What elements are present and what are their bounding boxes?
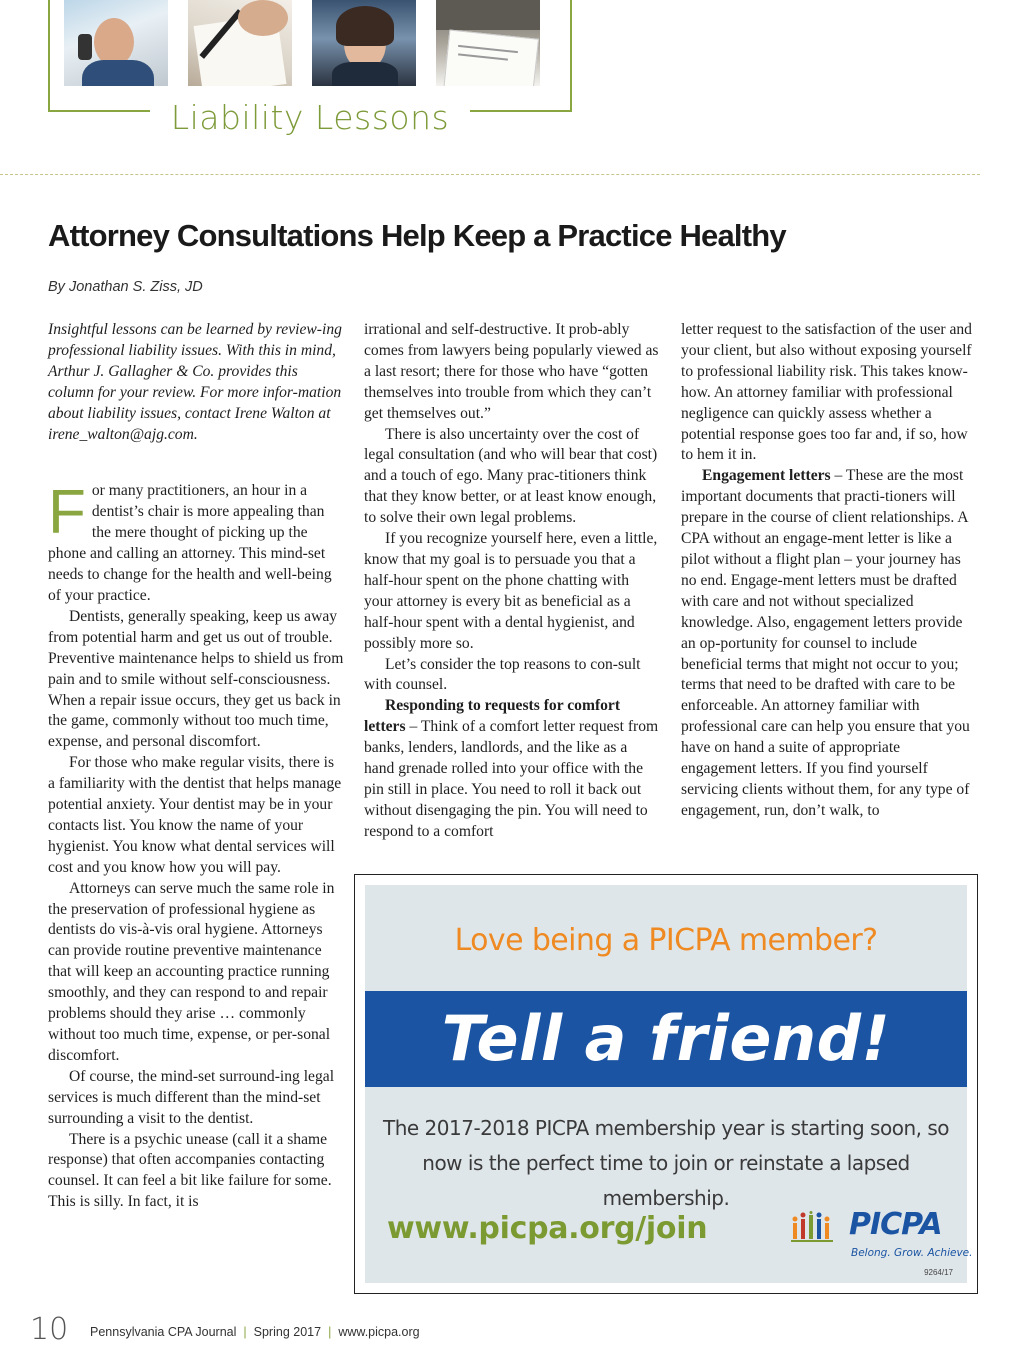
body-paragraph: There is a psychic unease (call it a shame response) that often accompanies contacting counsel. It can feel a bit like failure for some. This is silly. In fact, it is	[48, 1130, 332, 1211]
photo-signing-document	[188, 0, 292, 86]
body-paragraph-continued: irrational and self-destructive. It prob-ably comes from lawyers being popularly viewed as a last resort; there for those who have “gotten themselves into trouble from which they can’t get themselves out.”	[364, 321, 659, 422]
ad-body-line: now is the perfect time to join or reinstate a lapsed membership.	[422, 1151, 910, 1210]
engagement-letters-lead-in: Engagement letters	[702, 467, 831, 485]
ad-headline: Tell a friend!	[441, 1002, 891, 1075]
ad-headline-bar	[365, 991, 967, 1087]
article-byline: By Jonathan S. Ziss, JD	[48, 279, 203, 295]
body-paragraph: Let’s consider the top reasons to con-sult with counsel.	[364, 655, 641, 694]
article-intro: Insightful lessons can be learned by review-ing professional liability issues. With this in mind, Arthur J. Gallagher & Co. provides this column for your review. For more infor-mation about liability issues, contact Irene Walton at irene_walton@ajg.com.	[48, 321, 342, 443]
article-column-2	[364, 320, 660, 843]
ad-code: 9264/17	[924, 1268, 953, 1277]
first-paragraph-text: or many practitioners, an hour in a dentist’s chair is more appealing than the mere thought of picking up the phone and calling an attorney. This mind-set needs to change for the health and well-being of your practice.	[48, 482, 332, 604]
engagement-letters-text: – These are the most important documents that practi-tioners will prepare in the course of client relationships. A CPA without an engage-ment letter is like a pilot without a flight plan – your journey has no end. Engage-ment letters must be drafted with care and not without specialized knowledge. Also, engagement letters provide an op-portunity for counsel to include beneficial terms that might not occur to you; terms that need to be drafted with care to be enforceable. An attorney familiar with professional care can help you ensure that you have on hand a suite of appropriate engagement letters. If you find yourself servicing clients without them, for any type of engagement, run, don’t walk, to	[681, 467, 970, 819]
body-paragraph-continued: letter request to the satisfaction of the user and your client, but also without exposing yourself to professional liability risk. This takes know-how. An attorney familiar with professional negligence can quickly assess whether a potential response goes too far and, if so, how to hem it in.	[681, 321, 972, 464]
page-number: 10	[30, 1312, 69, 1347]
photo-stressed-woman	[312, 0, 416, 86]
first-paragraph	[48, 478, 344, 606]
engagement-letters-paragraph	[681, 466, 977, 821]
article-column-3	[681, 320, 977, 822]
comfort-letters-text: – Think of a comfort letter request from banks, lenders, landlords, and the like as a hand grenade rolled into your office with the pin still in place. You need to roll it back out without disengaging the pin. You will need to respond to a comfort	[364, 718, 659, 840]
body-paragraph: Of course, the mind-set surround-ing legal services is much different than the mind-set surrounding a visit to the dentist.	[48, 1067, 335, 1127]
body-paragraph: For those who make regular visits, there is a familiarity with the dentist that helps manage potential anxiety. Your dentist may be in your contacts list. You know the name of your hygienist. You know what dental services will cost and you know how you will pay.	[48, 754, 342, 876]
photo-reviewing-papers	[436, 0, 540, 86]
photo-businessman-on-phone	[64, 0, 168, 86]
picpa-logo-mark-icon	[791, 1211, 853, 1245]
section-title: Liability Lessons	[150, 96, 470, 140]
article-column-1	[48, 320, 344, 1213]
comfort-letters-lead-in: Responding to requests for comfort letters	[364, 697, 621, 736]
article-headline: Attorney Consultations Help Keep a Practice Healthy	[48, 218, 786, 253]
drop-cap: F	[48, 478, 86, 548]
ad-body	[375, 1111, 957, 1216]
body-paragraph: If you recognize yourself here, even a little, know that my goal is to persuade you that a half-hour spent on the phone chatting with your attorney is every bit as beneficial as a half-hour spent with a dental hygienist, and possibly more so.	[364, 530, 658, 652]
comfort-letters-paragraph	[364, 696, 660, 842]
body-paragraph: Attorneys can serve much the same role in the preservation of professional hygiene as dentists do vis-à-vis oral hygiene. Attorneys can provide routine preventive maintenance that will keep an accounting practice running smoothly, and they can respond to and repair problems should they arise … commonly without too much time, expense, or per-sonal discomfort.	[48, 879, 335, 1064]
ad-body-line: The 2017-2018 PICPA membership year is starting soon, so	[383, 1116, 949, 1140]
picpa-logo	[791, 1207, 971, 1263]
body-paragraph: Dentists, generally speaking, keep us away from potential harm and get us out of trouble. Preventive maintenance helps to shield us from pain and to smile without self-consciousness. When a repair issue occurs, they get us back in the game, commonly without too much time, expense, and personal discomfort.	[48, 607, 344, 751]
footer-separator: |	[328, 1325, 332, 1339]
ad-question: Love being a PICPA member?	[454, 923, 878, 958]
footer-issue: Spring 2017	[253, 1325, 322, 1339]
footer-site[interactable]: www.picpa.org	[338, 1325, 420, 1339]
ad-panel	[365, 885, 973, 1283]
picpa-logo-word: PICPA	[849, 1207, 942, 1242]
picpa-logo-tagline: Belong. Grow. Achieve.	[851, 1247, 973, 1259]
ad-join-link[interactable]: www.picpa.org/join	[387, 1211, 708, 1246]
body-paragraph: There is also uncertainty over the cost of legal consultation (and who will bear that cost) and a touch of ego. Many prac-titioners think that they know better, or at least know enough, to solve their own legal problems.	[364, 425, 658, 527]
section-divider	[0, 174, 980, 175]
footer-text	[90, 1325, 420, 1339]
picpa-advertisement	[354, 874, 978, 1294]
footer-journal: Pennsylvania CPA Journal	[90, 1325, 237, 1339]
footer-separator: |	[243, 1325, 247, 1339]
